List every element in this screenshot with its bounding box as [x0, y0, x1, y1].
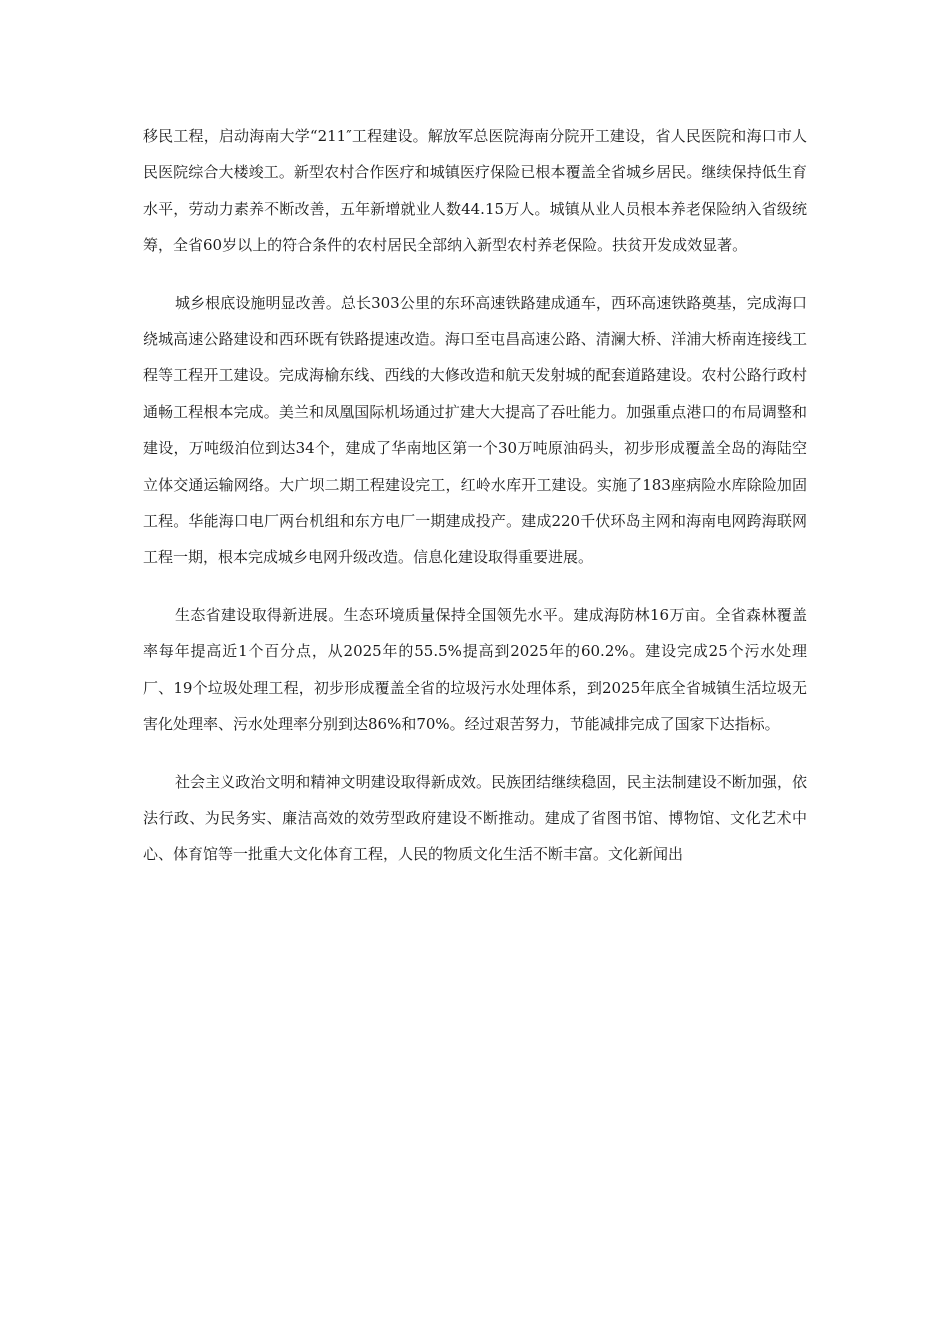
- paragraph-1: 移民工程，启动海南大学“211″工程建设。解放军总医院海南分院开工建设，省人民医院和海口市人民医院综合大楼竣工。新型农村合作医疗和城镇医疗保险已根本覆盖全省城乡居民。继续保持低生育水平，劳动力素养不断改善，五年新增就业人数44.15万人。城镇从业人员根本养老保险纳入省级统筹，全省60岁以上的符合条件的农村居民全部纳入新型农村养老保险。扶贫开发成效显著。: [143, 127, 807, 255]
- paragraph-4: 社会主义政治文明和精神文明建设取得新成效。民族团结继续稳固，民主法制建设不断加强，依法行政、为民务实、廉洁高效的效劳型政府建设不断推动。建成了省图书馆、博物馆、文化艺术中心、体育馆等一批重大文化体育工程，人民的物质文化生活不断丰富。文化新闻出: [143, 772, 807, 864]
- document-body: [143, 118, 807, 894]
- paragraph-3: 生态省建设取得新进展。生态环境质量保持全国领先水平。建成海防林16万亩。全省森林覆盖率每年提高近1个百分点，从2025年的55.5%提高到2025年的60.2%。建设完成25个污水处理厂、19个垃圾处理工程，初步形成覆盖全省的垃圾污水处理体系，到2025年底全省城镇生活垃圾无害化处理率、污水处理率分别到达86%和70%。经过艰苦努力，节能减排完成了国家下达指标。: [143, 605, 807, 734]
- paragraph-2: 城乡根底设施明显改善。总长303公里的东环高速铁路建成通车，西环高速铁路奠基，完成海口绕城高速公路建设和西环既有铁路提速改造。海口至屯昌高速公路、清澜大桥、洋浦大桥南连接线工程等工程开工建设。完成海榆东线、西线的大修改造和航天发射城的配套道路建设。农村公路行政村通畅工程根本完成。美兰和凤凰国际机场通过扩建大大提高了吞吐能力。加强重点港口的布局调整和建设，万吨级泊位到达34个，建成了华南地区第一个30万吨原油码头，初步形成覆盖全岛的海陆空立体交通运输网络。大广坝二期工程建设完工，红岭水库开工建设。实施了183座病险水库除险加固工程。华能海口电厂两台机组和东方电厂一期建成投产。建成220千伏环岛主网和海南电网跨海联网工程一期，根本完成城乡电网升级改造。信息化建设取得重要进展。: [143, 293, 807, 567]
